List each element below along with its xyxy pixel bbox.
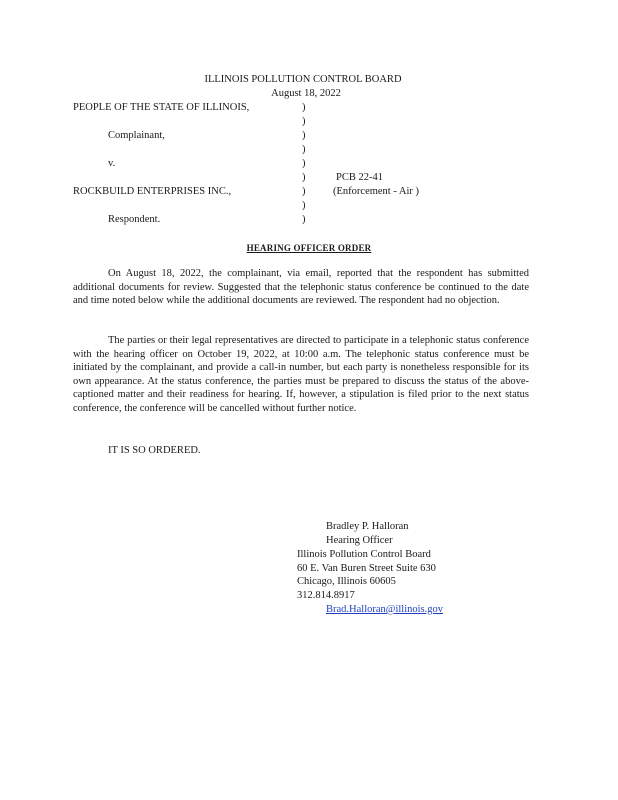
document-date: August 18, 2022 xyxy=(271,88,341,99)
caption-people: PEOPLE OF THE STATE OF ILLINOIS, xyxy=(73,102,250,113)
caption-versus: v. xyxy=(108,158,116,169)
paragraph-1 xyxy=(73,267,529,308)
caption-paren: ) xyxy=(302,130,306,141)
case-type: (Enforcement - Air ) xyxy=(333,186,420,197)
caption-paren: ) xyxy=(302,186,306,197)
caption-paren: ) xyxy=(302,116,306,127)
caption-paren: ) xyxy=(302,214,306,225)
paragraph-2 xyxy=(73,334,529,416)
order-title: HEARING OFFICER ORDER xyxy=(246,243,372,253)
paragraph-2-text: The parties or their legal representatives are directed to participate in a telephonic status conference with the hearing officer on October 19, 2022, at 10:00 a.m. The telephonic status conference must be initiated by the complainant, and provide a call-in number, but each party is nonetheless responsible for its own appearance. At the status conference, the parties must be prepared to discuss the status of the above-captioned matter and their readiness for hearing. If, however, a stipulation is filed prior to the next status conference, the conference will be cancelled without further notice. xyxy=(73,335,529,414)
caption-complainant: Complainant, xyxy=(108,130,165,141)
so-ordered: IT IS SO ORDERED. xyxy=(108,445,201,456)
caption-paren: ) xyxy=(302,158,306,169)
signature-name: Bradley P. Halloran xyxy=(326,521,409,532)
caption-respondent-name: ROCKBUILD ENTERPRISES INC., xyxy=(73,186,232,197)
caption-paren: ) xyxy=(302,200,306,211)
paragraph-1-text: On August 18, 2022, the complainant, via email, reported that the respondent has submitted additional documents for review. Suggested that the telephonic status conference be continued to the date and time noted below while the additional documents are reviewed. The respondent had no objection. xyxy=(73,268,529,307)
signature-phone: 312.814.8917 xyxy=(297,590,355,601)
signature-title: Hearing Officer xyxy=(326,535,393,546)
signature-org: Illinois Pollution Control Board xyxy=(297,549,431,560)
caption-paren: ) xyxy=(302,102,306,113)
case-number: PCB 22-41 xyxy=(336,172,383,183)
caption-paren: ) xyxy=(302,144,306,155)
signature-street: 60 E. Van Buren Street Suite 630 xyxy=(297,563,436,574)
signature-email-link[interactable]: Brad.Halloran@illinois.gov xyxy=(326,604,443,615)
board-heading: ILLINOIS POLLUTION CONTROL BOARD xyxy=(204,74,402,85)
caption-paren: ) xyxy=(302,172,306,183)
signature-city: Chicago, Illinois 60605 xyxy=(297,576,396,587)
caption-respondent: Respondent. xyxy=(108,214,161,225)
